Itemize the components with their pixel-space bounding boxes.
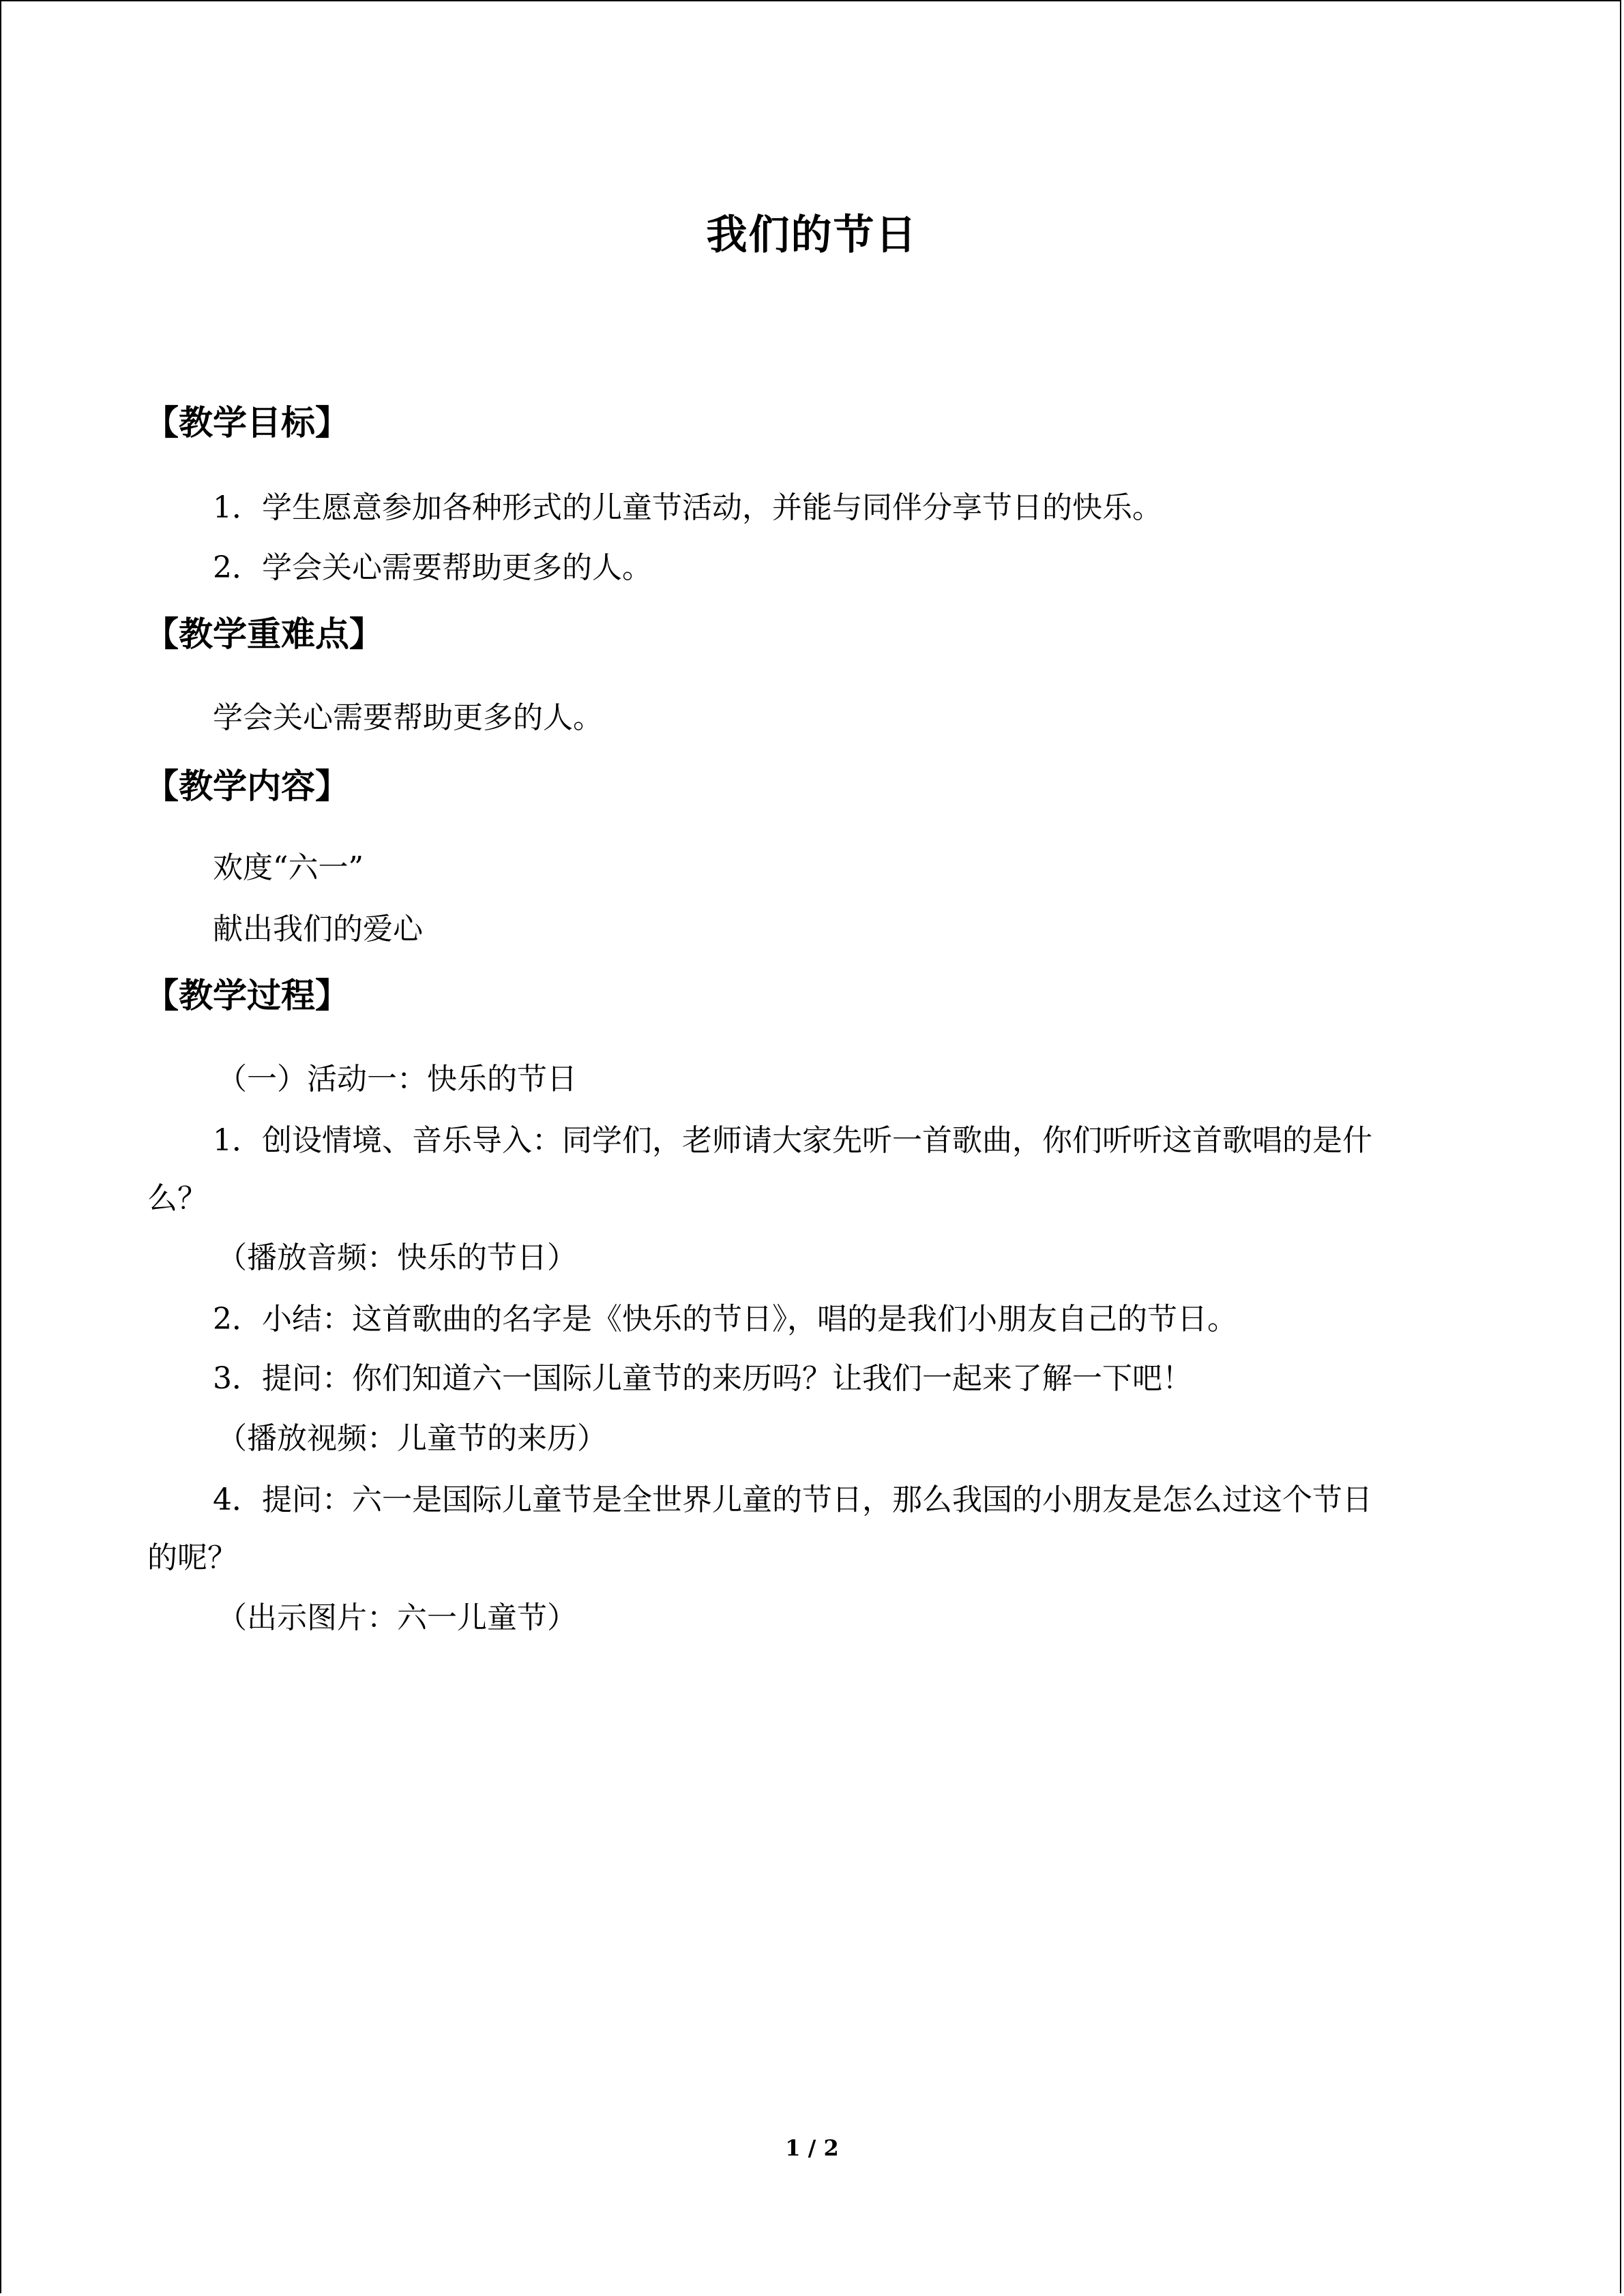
heading-content: 【教学内容】 [145,766,349,806]
video-note: （播放视频：儿童节的来历） [217,1421,607,1456]
activity-1-title: （一）活动一：快乐的节日 [217,1062,577,1097]
objective-item-1: 1．学生愿意参加各种形式的儿童节活动，并能与同伴分享节日的快乐。 [213,490,1162,525]
step-4-line-2: 的呢？ [147,1540,237,1575]
step-2: 2．小结：这首歌曲的名字是《快乐的节日》，唱的是我们小朋友自己的节日。 [213,1302,1237,1337]
heading-key-points: 【教学重难点】 [145,614,383,654]
content-item-2: 献出我们的爱心 [213,912,423,946]
page-number: 1 / 2 [785,2135,839,2161]
key-points-text: 学会关心需要帮助更多的人。 [213,700,603,735]
image-note: （出示图片：六一儿童节） [217,1600,577,1635]
objective-item-2: 2．学会关心需要帮助更多的人。 [213,550,652,585]
audio-note: （播放音频：快乐的节日） [217,1240,577,1275]
document-title: 我们的节日 [706,211,918,259]
heading-objectives: 【教学目标】 [145,403,349,443]
step-1-line-2: 么？ [147,1181,207,1216]
step-1-line-1: 1．创设情境、音乐导入：同学们，老师请大家先听一首歌曲，你们听听这首歌唱的是什 [213,1123,1372,1158]
step-4-line-1: 4．提问：六一是国际儿童节是全世界儿童的节日，那么我国的小朋友是怎么过这个节日 [213,1482,1372,1517]
heading-process: 【教学过程】 [145,976,349,1015]
content-item-1: 欢度“六一” [213,850,364,885]
step-3: 3．提问：你们知道六一国际儿童节的来历吗？让我们一起来了解一下吧！ [213,1361,1192,1396]
